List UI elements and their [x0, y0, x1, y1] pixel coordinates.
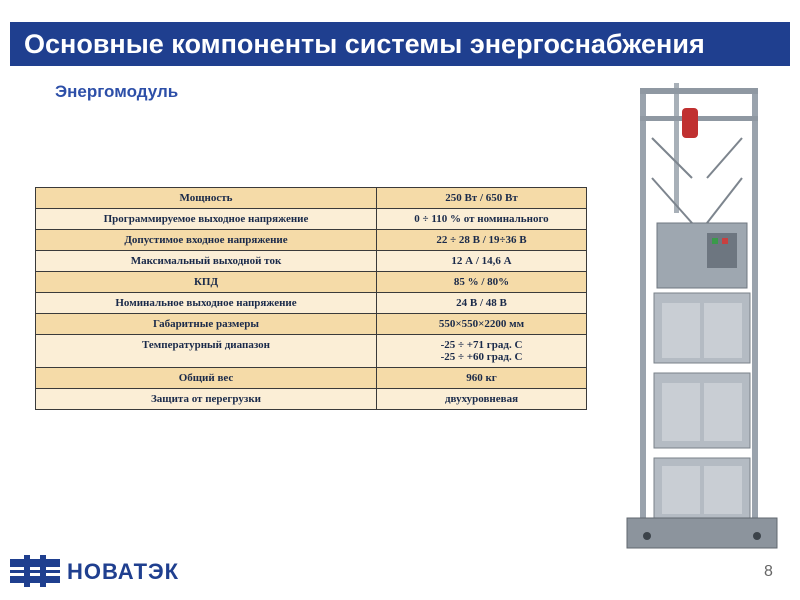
spec-value-line: 85 % / 80% — [453, 276, 510, 288]
spec-label: Максимальный выходной ток — [36, 251, 377, 272]
spec-value — [377, 251, 587, 272]
spec-value-line: двухуровневая — [444, 393, 519, 405]
spec-label: КПД — [36, 272, 377, 293]
spec-label: Допустимое входное напряжение — [36, 230, 377, 251]
specs-table — [35, 187, 587, 410]
table-row — [36, 230, 587, 251]
spec-value — [377, 293, 587, 314]
spec-label: Мощность — [36, 188, 377, 209]
energy-module-photo — [612, 78, 784, 556]
table-row — [36, 368, 587, 389]
spec-value — [377, 272, 587, 293]
spec-value — [377, 230, 587, 251]
spec-value-line: 24 В / 48 В — [456, 297, 507, 309]
spec-value-line: 0 ÷ 110 % от номинального — [414, 213, 549, 225]
table-row — [36, 335, 587, 368]
table-row — [36, 209, 587, 230]
spec-value — [377, 389, 587, 410]
spec-value-line: 22 ÷ 28 В / 19÷36 В — [436, 234, 527, 246]
table-row — [36, 188, 587, 209]
slide-subtitle: Энергомодуль — [55, 82, 179, 101]
table-row — [36, 314, 587, 335]
spec-label: Номинальное выходное напряжение — [36, 293, 377, 314]
table-row — [36, 272, 587, 293]
spec-label: Защита от перегрузки — [36, 389, 377, 410]
spec-value — [377, 188, 587, 209]
spec-label: Программируемое выходное напряжение — [36, 209, 377, 230]
spec-value — [377, 209, 587, 230]
logo-text: НОВАТЭК — [67, 559, 180, 584]
slide-title: Основные компоненты системы энергоснабжения — [10, 22, 790, 66]
spec-label: Габаритные размеры — [36, 314, 377, 335]
spec-value — [377, 314, 587, 335]
spec-value-line: 250 Вт / 650 Вт — [445, 192, 518, 204]
table-row — [36, 293, 587, 314]
spec-value-line: -25 ÷ +71 град. С — [440, 339, 523, 351]
table-row — [36, 251, 587, 272]
spec-value-line: -25 ÷ +60 град. С — [440, 351, 523, 363]
spec-value-line: 960 кг — [466, 372, 497, 384]
spec-value — [377, 368, 587, 389]
spec-label: Температурный диапазон — [36, 335, 377, 368]
page-number: 8 — [764, 563, 773, 580]
spec-value — [377, 335, 587, 368]
spec-value-line: 12 А / 14,6 А — [451, 255, 512, 267]
table-row — [36, 389, 587, 410]
spec-label: Общий вес — [36, 368, 377, 389]
spec-value-line: 550×550×2200 мм — [438, 318, 525, 330]
